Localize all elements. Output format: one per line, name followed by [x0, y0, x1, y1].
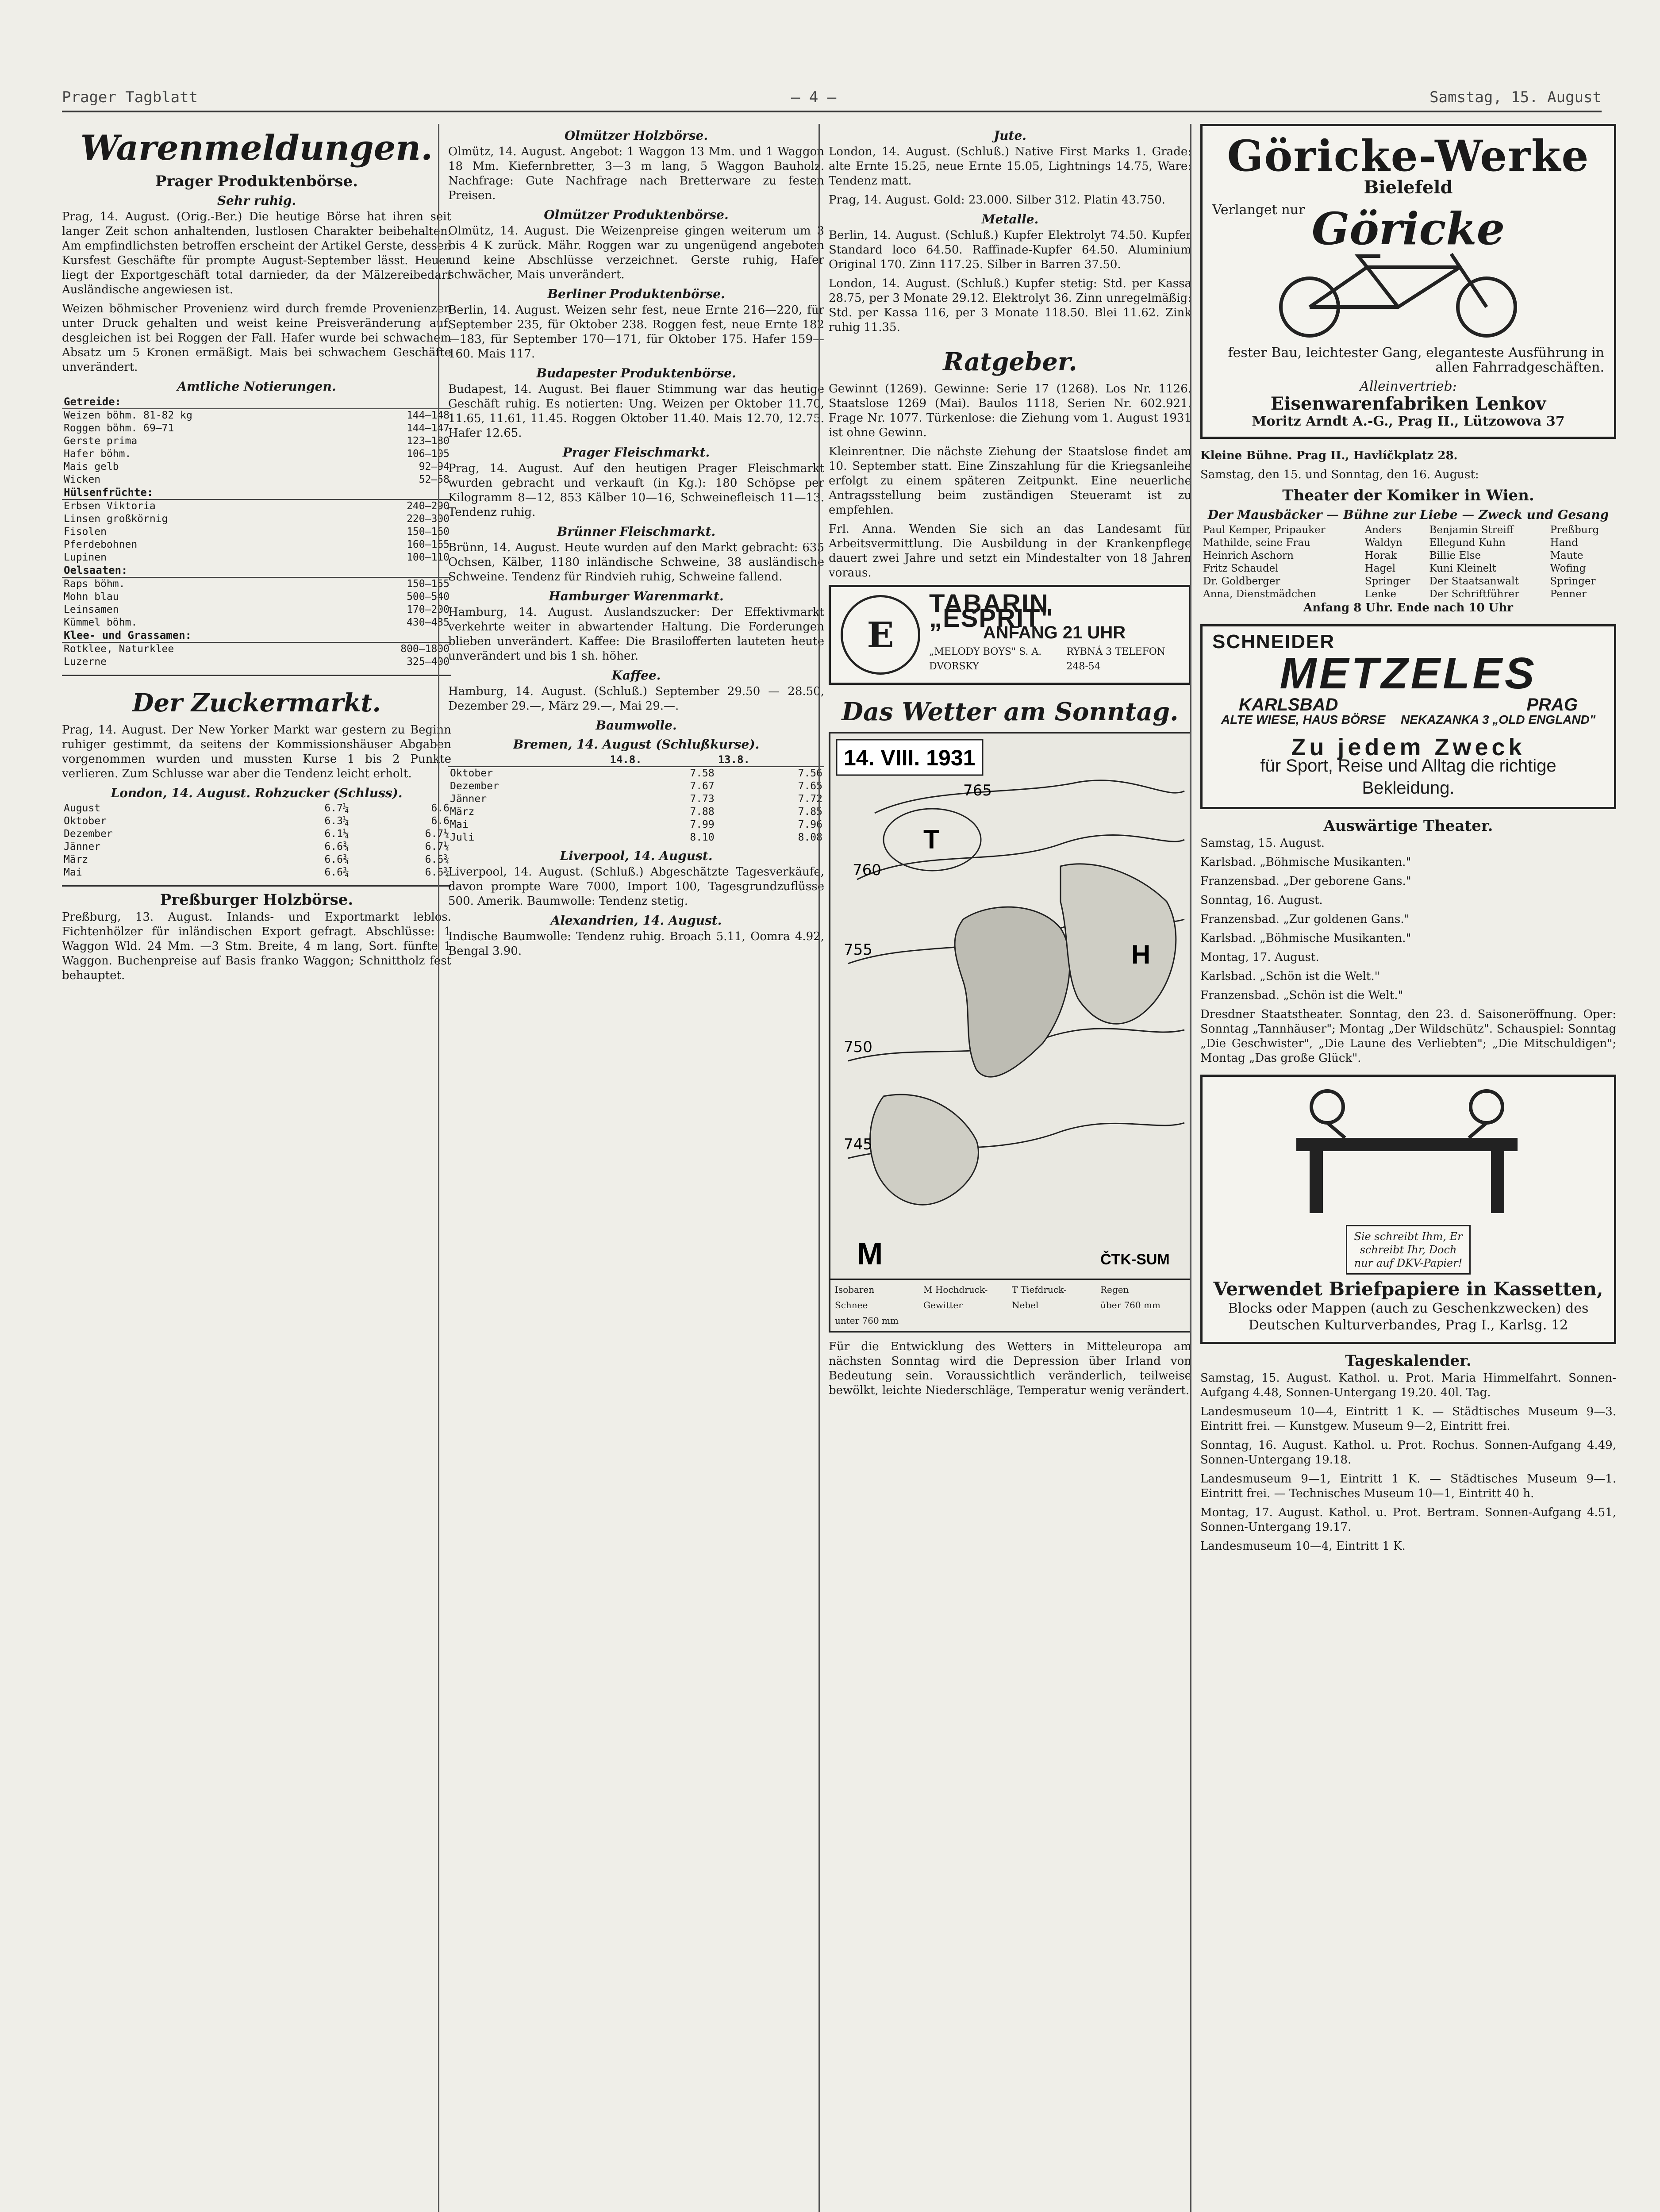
table-row: [62, 841, 451, 853]
table-row: [448, 806, 824, 818]
metzeles-city-right: PRAG: [1526, 695, 1578, 714]
small-stage-heading: Kleine Bühne. Prag II., Havlíčkplatz 28.: [1200, 449, 1458, 462]
article-heading: Jute.: [993, 128, 1027, 143]
table-cell: Mohn blau: [64, 591, 119, 603]
metzeles-city-left: KARLSBAD: [1239, 695, 1338, 714]
article-heading: Olmützer Produktenbörse.: [544, 207, 729, 222]
tabarin-start: ANFANG 21 UHR: [983, 622, 1126, 642]
table-cell: 6.6: [431, 803, 450, 814]
table-cell: Der Schriftführer: [1429, 588, 1519, 600]
cast-table: [1200, 524, 1616, 601]
weather-map: [829, 732, 1191, 1333]
table-cell: Fritz Schaudel: [1203, 563, 1279, 574]
table-cell: 144—148: [407, 410, 450, 421]
article-paragraph: Kleinrentner. Die nächste Ziehung der Staatslose findet am 10. September statt. Eine Zinszahlung für die Kriegsanleihe erfolgt zu einem späteren Zeitpunkt. Eine neuerliche Antragsstellung beim zuständigen Steueramt ist zu empfehlen.: [829, 445, 1191, 517]
legend-item: Regen: [1100, 1284, 1129, 1295]
table-cell: 100—110: [407, 552, 450, 563]
table-cell: 6.3¼: [324, 815, 349, 827]
table-cell: 106—105: [407, 448, 450, 460]
quotes-table-cotton: [448, 753, 824, 844]
legend-item: Isobaren: [835, 1284, 875, 1295]
theater-list: [1200, 836, 1616, 1066]
table-cell: 6.1¼: [324, 828, 349, 840]
small-stage-title: Theater der Komiker in Wien.: [1282, 487, 1534, 504]
table-cell: 6.6¾: [425, 867, 450, 878]
table-cell: Dezember: [64, 828, 113, 840]
table-cell: 6.6: [431, 815, 450, 827]
goericke-desc: fester Bau, leichtester Gang, eleganteste Ausführung in allen Fahrradgeschäften.: [1228, 345, 1604, 375]
table-cell: 7.96: [798, 819, 822, 830]
table-cell: 6.7¼: [324, 803, 349, 814]
list-item: Landesmuseum 10—4, Eintritt 1 K. — Städtisches Museum 9—3. Eintritt frei. — Kunstgew. Museum 9—2, Eintritt frei.: [1200, 1405, 1616, 1433]
table-cell: 220—300: [407, 513, 450, 525]
table-cell: Springer: [1364, 576, 1410, 587]
table-row: [62, 828, 451, 841]
table-heading: London, 14. August. Rohzucker (Schluss).: [111, 786, 403, 800]
legend-item: unter 760 mm: [835, 1315, 899, 1326]
quotes-table-grain: [62, 396, 451, 668]
table-cell: Hand: [1550, 537, 1578, 549]
table-cell: Heinrich Aschorn: [1203, 550, 1294, 561]
low-pressure-marker: T: [923, 825, 940, 854]
table-row: [1200, 537, 1616, 549]
section-title-warenmeldungen: Warenmeldungen.: [80, 128, 433, 168]
tabarin-logo: E: [841, 595, 920, 675]
article-paragraph: Berlin, 14. August. Weizen sehr fest, neue Ernte 216—220, für September 235, für Oktober 238. Roggen fest, neue Ernte 182—183, für September 170—171, für Oktober 175. Hafer 159—160. Mais 117.: [448, 303, 824, 361]
table-row: [62, 616, 451, 629]
metzeles-tagline-sub: für Sport, Reise und Alltag die richtige Bekleidung.: [1260, 756, 1556, 798]
table-cell: Hafer böhm.: [64, 448, 131, 460]
table-cell: Paul Kemper, Pripauker: [1203, 524, 1326, 536]
weather-date: 14. VIII. 1931: [844, 745, 976, 770]
isobar-label: 745: [844, 1136, 872, 1153]
table-cell: Mai: [450, 819, 469, 830]
divider: [62, 885, 451, 887]
column-1: [62, 124, 451, 2212]
list-item: Karlsbad. „Schön ist die Welt.": [1200, 970, 1380, 983]
table-cell: 7.85: [798, 806, 822, 818]
article-heading: Hamburger Warenmarkt.: [549, 589, 724, 603]
metzeles-address-left: ALTE WIESE, HAUS BÖRSE: [1221, 713, 1386, 726]
tabarin-band: „MELODY BOYS" S. A. DVORSKY: [929, 646, 1042, 672]
article-paragraph: Prag, 14. August. Der New Yorker Markt war gestern zu Beginn ruhiger gestimmt, da seitens der Kommissionshäuser Abgaben vorgenommen wurden und mussten Kurse 1 bis 2 Punkte verlieren. Zum Schlusse war aber die Tendenz leicht erholt.: [62, 723, 451, 780]
article-paragraph: Budapest, 14. August. Bei flauer Stimmung war das heutige Geschäft ruhig. Es notierten: Ung. Weizen per Oktober 11.70, 11.65, 11.61, 11.45. Roggen Oktober 11.40. Mais 12.70, 12.75. Hafer 12.65.: [448, 383, 824, 440]
goericke-script-logo: Göricke: [1311, 203, 1505, 255]
list-item: Landesmuseum 10—4, Eintritt 1 K.: [1200, 1540, 1406, 1553]
table-cell: Pferdebohnen: [64, 539, 138, 550]
divider: [62, 675, 451, 676]
table-cell: Maute: [1550, 550, 1583, 561]
table-cell: Luzerne: [64, 656, 107, 668]
article-heading: Budapester Produktenbörse.: [536, 366, 736, 380]
legend-item: M Hochdruck-: [923, 1284, 988, 1295]
table-cell: Oktober: [64, 815, 107, 827]
article-paragraph: Prag, 14. August. (Orig.-Ber.) Die heutige Börse hat ihren seit langer Zeit schon anhaltenden, lustlosen Charakter beibehalten. Am empfindlichsten betroffen erscheint der Artikel Gerste, dessen Kursfest Geschäfte für prompte August-September lässt. Heuer liegt der Exportgeschäft total darnieder, da der Mälzereibedarf Ausländische angewiesen ist.: [62, 210, 451, 296]
table-row: [62, 513, 451, 526]
table-cell: Springer: [1550, 576, 1596, 587]
table-cell: Lenke: [1364, 588, 1396, 600]
table-cell: Der Staatsanwalt: [1429, 576, 1519, 587]
subhead-holzboerse: Preßburger Holzbörse.: [160, 891, 354, 909]
table-row: [1200, 549, 1616, 562]
table-cell: 150—160: [407, 526, 450, 538]
article-paragraph: Prag, 14. August. Auf den heutigen Prager Fleischmarkt wurden gebracht und verkauft (in Kg.): 180 Schöpse per Kilogramm 8—12, 853 Kälber 10—16, Schweinefleisch 11—13. Tendenz ruhig.: [448, 462, 824, 519]
table-cell: 7.99: [690, 819, 715, 830]
table-row: [1200, 524, 1616, 537]
table-cell: 92—94: [419, 461, 450, 472]
article-paragraph: Preßburg, 13. August. Inlands- und Exportmarkt leblos. Fichtenhölzer für inländischen Export gefragt. Abschlüsse: 1 Waggon Wld. 24 Mm. —3 Stm. Breite, 4 m lang, Sort. fünfte 1 Waggon. Buchenpreise auf Basis franko Waggon; Schnittholz fest behauptet.: [62, 910, 451, 982]
kulturverband-sub: Blocks oder Mappen (auch zu Geschenkzwecken) des Deutschen Kulturverbandes, Prag I., Karlsg. 12: [1228, 1301, 1589, 1333]
table-cell: 500—540: [407, 591, 450, 603]
table-row: [448, 818, 824, 831]
table-row: [448, 767, 824, 780]
legend-item: Nebel: [1012, 1300, 1039, 1310]
ad-tabarin: [829, 585, 1191, 685]
article-paragraph: Frl. Anna. Wenden Sie sich an das Landesamt für Arbeitsvermittlung. Die Ausbildung in der Krankenpflege dauert zwei Jahre und setzt ein Mindestalter von 18 Jahren voraus.: [829, 522, 1191, 580]
table-heading: Amtliche Notierungen.: [177, 379, 336, 394]
table-cell: Mais gelb: [64, 461, 119, 472]
table-row: [62, 473, 451, 486]
table-row: [62, 499, 451, 513]
article-paragraph: Für die Entwicklung des Wetters in Mitteleuropa am nächsten Sonntag wird die Depression über Irland von Bedeutung sein. Voraussichtlich veränderlich, teilweise bewölkt, leichte Niederschläge, Temperatur wenig verändert.: [829, 1340, 1191, 1397]
section-title-theater: Auswärtige Theater.: [1323, 817, 1493, 835]
table-cell: Ellegund Kuhn: [1429, 537, 1506, 549]
list-item: Samstag, 15. August.: [1200, 837, 1325, 850]
running-header: [62, 84, 1602, 112]
section-title-wetter: Das Wetter am Sonntag.: [842, 697, 1179, 726]
metzeles-tagline: Zu jedem Zweck: [1291, 734, 1526, 760]
table-group-head: Klee- und Grassamen:: [62, 629, 451, 642]
list-item: Franzensbad. „Der geborene Gans.": [1200, 875, 1411, 888]
map-m-marker: M: [857, 1237, 883, 1271]
article-paragraph: London, 14. August. (Schluß.) Native First Marks 1. Grade: alte Ernte 15.25, neue Ernte 15.05, Lightnings 14.75, Ware: Tendenz matt.: [829, 145, 1191, 188]
small-stage-play: Der Mausbäcker — Bühne zur Liebe — Zweck und Gesang: [1207, 507, 1609, 522]
list-item: Montag, 17. August. Kathol. u. Prot. Bertram. Sonnen-Aufgang 4.51, Sonnen-Untergang 19.17.: [1200, 1506, 1616, 1534]
legend-item: Schnee: [835, 1300, 868, 1310]
header-right: Samstag, 15. August: [1429, 88, 1602, 106]
table-cell: Penner: [1550, 588, 1587, 600]
table-cell: Billie Else: [1429, 550, 1481, 561]
table-row: [62, 577, 451, 591]
article-heading: Kaffee.: [611, 668, 661, 683]
section-title-tageskalender: Tageskalender.: [1345, 1352, 1472, 1370]
table-cell: Waldyn: [1364, 537, 1403, 549]
bicycle-icon: [1212, 241, 1602, 338]
table-row: [62, 448, 451, 461]
table-cell: Rotklee, Naturklee: [64, 643, 174, 655]
metzeles-brand: METZELES: [1280, 649, 1537, 698]
table-cell: 325—400: [407, 656, 450, 668]
table-row: [448, 793, 824, 806]
table-cell: 6.6¾: [324, 841, 349, 853]
table-row: [1200, 575, 1616, 588]
tabarin-name: TABARIN „ESPRIT": [929, 589, 1054, 633]
column-3: [818, 124, 1191, 2212]
table-cell: Mai: [64, 867, 82, 878]
table-row: [62, 435, 451, 448]
table-row: [62, 866, 451, 879]
ad-goericke: [1200, 124, 1616, 439]
table-row: [1200, 588, 1616, 601]
table-cell: 123—180: [407, 435, 450, 447]
table-row: [448, 831, 824, 844]
table-cell: 6.7¼: [425, 841, 450, 853]
table-cell: 7.65: [798, 780, 822, 792]
column-2: [438, 124, 824, 2212]
list-item: Samstag, 15. August. Kathol. u. Prot. Maria Himmelfahrt. Sonnen-Aufgang 4.48, Sonnen-Untergang 19.20. 40l. Tag.: [1200, 1371, 1616, 1399]
table-cell: Benjamin Streiff: [1429, 524, 1514, 536]
small-stage-date: Samstag, den 15. und Sonntag, den 16. August:: [1200, 468, 1479, 481]
table-group-head: Getreide:: [62, 396, 451, 409]
ad-kulturverband: [1200, 1075, 1616, 1344]
page-number: — 4 —: [791, 88, 837, 106]
goericke-brand: Göricke-Werke: [1227, 131, 1590, 181]
table-cell: Wicken: [64, 474, 101, 485]
table-cell: Kümmel böhm.: [64, 617, 138, 628]
table-cell: März: [450, 806, 475, 818]
table-cell: Dr. Goldberger: [1203, 576, 1280, 587]
article-paragraph: Olmütz, 14. August. Die Weizenpreise gingen weiterum um 3 bis 4 K zurück. Mähr. Roggen war zu ungenügend angeboten und keine Abschlüsse verzeichnet. Gerste ruhig, Hafer schwächer, Mais unverändert.: [448, 224, 824, 281]
article-paragraph: Hamburg, 14. August. Auslandszucker: Der Effektivmarkt verkehrte weiter in abwartender Haltung. Die Forderungen blieben unverändert. Kaffee: Die Brasilofferten lauteten heute unverändert und bis 1 sh. höher.: [448, 606, 824, 663]
table-cell: 160—165: [407, 539, 450, 550]
list-item: Karlsbad. „Böhmische Musikanten.": [1200, 856, 1411, 869]
goericke-ask: Verlanget nur: [1212, 202, 1305, 218]
article-heading: Prager Fleischmarkt.: [562, 445, 710, 460]
isobar-label: 765: [963, 782, 992, 799]
table-cell: 6.7¼: [425, 828, 450, 840]
table-cell: Anders: [1364, 524, 1402, 536]
column-4: [1190, 124, 1616, 2212]
list-item: Sonntag, 16. August.: [1200, 894, 1323, 907]
table-row: [62, 853, 451, 866]
goericke-city: Bielefeld: [1364, 177, 1453, 198]
goericke-rep: Alleinvertrieb:: [1360, 379, 1457, 394]
article-heading: Baumwolle.: [596, 718, 677, 733]
list-item: Sonntag, 16. August. Kathol. u. Prot. Rochus. Sonnen-Aufgang 4.49, Sonnen-Untergang 19.18.: [1200, 1439, 1616, 1467]
table-cell: Dezember: [450, 780, 499, 792]
table-cell: Juli: [450, 832, 475, 843]
table-cell: 7.67: [690, 780, 715, 792]
table-row: [62, 656, 451, 668]
table-row: [62, 802, 451, 815]
table-cell: 8.10: [690, 832, 715, 843]
table-cell: Preßburg: [1550, 524, 1599, 536]
table-cell: 430—435: [407, 617, 450, 628]
table-cell: Gerste prima: [64, 435, 138, 447]
article-heading: Olmützer Holzbörse.: [564, 128, 708, 143]
kulturverband-title: Verwendet Briefpapiere in Kassetten,: [1213, 1278, 1603, 1300]
article-paragraph: Berlin, 14. August. (Schluß.) Kupfer Elektrolyt 74.50. Kupfer Standard loco 64.50. Raffinade-Kupfer 64.50. Aluminium Original 170. Zinn 117.25. Silber in Barren 37.50.: [829, 229, 1191, 271]
table-cell: Mathilde, seine Frau: [1203, 537, 1310, 549]
article-heading: Berliner Produktenbörse.: [547, 287, 725, 301]
subhead-produktenboerse: Prager Produktenbörse.: [155, 173, 358, 190]
goericke-address: Moritz Arndt A.-G., Prag II., Lützowova 37: [1252, 414, 1565, 429]
header-left: Prager Tagblatt: [62, 88, 198, 106]
list-item: Franzensbad. „Schön ist die Welt.": [1200, 989, 1403, 1002]
article-paragraph: Gewinnt (1269). Gewinne: Serie 17 (1268). Los Nr. 1126. Staatslose 1269 (Mai). Baulos 1118, Serien Nr. 602.921. Frage Nr. 1077. Türkenlose: die Ziehung vom 1. August 1931 ist ohne Gewinn.: [829, 382, 1191, 439]
table-row: [62, 642, 451, 656]
list-item: Montag, 17. August.: [1200, 951, 1319, 964]
table-header-cell: 13.8.: [716, 753, 824, 767]
table-cell: Anna, Dienstmädchen: [1203, 588, 1317, 600]
article-heading: Metalle.: [981, 212, 1039, 227]
table-cell: 8.08: [798, 832, 822, 843]
table-cell: 52—58: [419, 474, 450, 485]
table-row: [62, 538, 451, 551]
article-paragraph: Prag, 14. August. Gold: 23.000. Silber 312. Platin 43.750.: [829, 193, 1165, 207]
table-cell: 6.6¾: [324, 867, 349, 878]
table-cell: Weizen böhm. 81-82 kg: [64, 410, 192, 421]
table-cell: Horak: [1364, 550, 1397, 561]
table-cell: Raps böhm.: [64, 578, 125, 590]
table-cell: 6.6¾: [425, 854, 450, 865]
list-item: Karlsbad. „Böhmische Musikanten.": [1200, 932, 1411, 945]
legend-item: über 760 mm: [1100, 1300, 1160, 1310]
table-cell: 7.56: [798, 768, 822, 779]
article-paragraph: Hamburg, 14. August. (Schluß.) September 29.50 — 28.50, Dezember 29.—, März 29.—, Mai 29.—.: [448, 685, 824, 713]
table-cell: März: [64, 854, 88, 865]
table-cell: 144—147: [407, 422, 450, 434]
ad-metzeles: [1200, 624, 1616, 809]
table-header-cell: 14.8.: [608, 753, 716, 767]
article-paragraph: Liverpool, 14. August. (Schluß.) Abgeschätzte Tagesverkäufe, davon prompte Ware 7000, Import 100, Tagesgrundzuflüsse 500. Amerik. Baumwolle: Tendenz stetig.: [448, 865, 824, 908]
article-paragraph: Olmütz, 14. August. Angebot: 1 Waggon 13 Mm. und 1 Waggon 18 Mm. Kiefernbretter, 3—3 m lang, 5 Waggon Bauholz. Nachfrage: Gute Nachfrage nach Bretterware zu festen Preisen.: [448, 145, 824, 202]
metzeles-prefix: SCHNEIDER: [1212, 631, 1335, 653]
weather-legend: [830, 1279, 1190, 1331]
table-row: [62, 603, 451, 616]
table-cell: Roggen böhm. 69—71: [64, 422, 174, 434]
article-heading: Liverpool, 14. August.: [560, 849, 713, 863]
article-heading: Alexandrien, 14. August.: [550, 913, 722, 928]
article-paragraph: Brünn, 14. August. Heute wurden auf den Markt gebracht: 635 Ochsen, Kälber, 1180 inländische Schweine, 38 ausländische Schweine. Tendenz für Rindvieh ruhig, Schweine fallend.: [448, 541, 824, 584]
kulturverband-slogan: Sie schreibt Ihm, Er schreibt Ihr, Doch nur auf DKV-Papier!: [1346, 1225, 1471, 1275]
list-item: Franzensbad. „Zur goldenen Gans.": [1200, 913, 1410, 926]
weather-map-graphic: [830, 733, 1190, 1286]
map-credit: ČTK-SUM: [1100, 1251, 1170, 1268]
table-cell: Oktober: [450, 768, 493, 779]
table-cell: 800—1800: [400, 643, 450, 655]
table-cell: 7.88: [690, 806, 715, 818]
table-cell: Kuni Kleinelt: [1429, 563, 1496, 574]
table-group-head: Hülsenfrüchte:: [62, 486, 451, 499]
tabarin-address: RYBNÁ 3 TELEFON 248-54: [1066, 646, 1166, 672]
article-paragraph: Weizen böhmischer Provenienz wird durch fremde Provenienzen unter Druck gehalten und weist keine Preisveränderung auf, desgleichen ist bei Roggen der Fall. Hafer wurde bei schwachem Absatz um 5 Kronen ermäßigt. Mais bei schwachem Geschäfte unverändert.: [62, 302, 451, 374]
table-row: [62, 461, 451, 473]
small-stage-time: Anfang 8 Uhr. Ende nach 10 Uhr: [1303, 601, 1513, 614]
market-tone: Sehr ruhig.: [217, 193, 296, 208]
isobar-label: 760: [853, 861, 881, 879]
list-item: Landesmuseum 9—1, Eintritt 1 K. — Städtisches Museum 9—1. Eintritt frei. — Technisches Museum 10—1, Eintritt 40 h.: [1200, 1472, 1616, 1500]
article-paragraph: London, 14. August. (Schluß.) Kupfer stetig: Std. per Kassa 28.75, per 3 Monate 29.12. Elektrolyt 36. Zinn unregelmäßig: Std. per Kassa 116, per 3 Monate 118.50. Blei 11.62. Zink ruhig 11.35.: [829, 277, 1191, 334]
table-cell: 7.72: [798, 793, 822, 805]
article-heading: Brünner Fleischmarkt.: [557, 524, 716, 539]
table-cell: Wofing: [1550, 563, 1586, 574]
table-cell: Lupinen: [64, 552, 107, 563]
table-row: [62, 551, 451, 564]
table-cell: Hagel: [1364, 563, 1396, 574]
table-cell: 7.73: [690, 793, 715, 805]
isobar-label: 755: [844, 941, 872, 959]
table-row: [62, 422, 451, 435]
table-cell: 170—200: [407, 604, 450, 615]
table-row: [62, 409, 451, 422]
quotes-table-london-sugar: [62, 802, 451, 879]
table-row: [448, 780, 824, 793]
table-cell: Leinsamen: [64, 604, 119, 615]
table-cell: August: [64, 803, 101, 814]
isobar-label: 750: [844, 1038, 872, 1056]
table-row: [62, 526, 451, 538]
article-paragraph: Indische Baumwolle: Tendenz ruhig. Broach 5.11, Oomra 4.92, Bengal 3.90.: [448, 930, 824, 958]
legend-item: Gewitter: [923, 1300, 963, 1310]
writing-desk-icon: [1212, 1085, 1602, 1217]
high-pressure-marker: H: [1131, 940, 1151, 969]
calendar-list: [1200, 1371, 1616, 1554]
metzeles-address-right: NEKAZANKA 3 „OLD ENGLAND": [1400, 713, 1595, 726]
table-cell: 7.58: [690, 768, 715, 779]
section-title-ratgeber: Ratgeber.: [943, 347, 1077, 376]
table-cell: Linsen großkörnig: [64, 513, 168, 525]
table-row: [62, 591, 451, 603]
list-item: Dresdner Staatstheater. Sonntag, den 23. d. Saisoneröffnung. Oper: Sonntag „Tannhäuser"; Montag „Der Wildschütz". Schauspiel: Sonntag „Die Geschwister", „Die Laune des Verliebten"; „Die Mitschuldigen"; Montag „Das große Glück".: [1200, 1008, 1616, 1065]
table-row: [1200, 562, 1616, 575]
legend-item: T Tiefdruck-: [1012, 1284, 1067, 1295]
table-heading: Bremen, 14. August (Schlußkurse).: [513, 737, 760, 752]
table-cell: 240—290: [407, 500, 450, 512]
table-cell: Jänner: [64, 841, 101, 853]
table-cell: Fisolen: [64, 526, 107, 538]
table-row: [62, 815, 451, 828]
table-cell: 6.6¾: [324, 854, 349, 865]
table-cell: Jänner: [450, 793, 487, 805]
goericke-firm: Eisenwarenfabriken Lenkov: [1270, 393, 1546, 414]
table-cell: 150—155: [407, 578, 450, 590]
table-cell: Erbsen Viktoria: [64, 500, 156, 512]
table-group-head: Oelsaaten:: [62, 564, 451, 577]
section-title-zuckermarkt: Der Zuckermarkt.: [132, 688, 381, 718]
table-header-cell: [448, 753, 608, 767]
